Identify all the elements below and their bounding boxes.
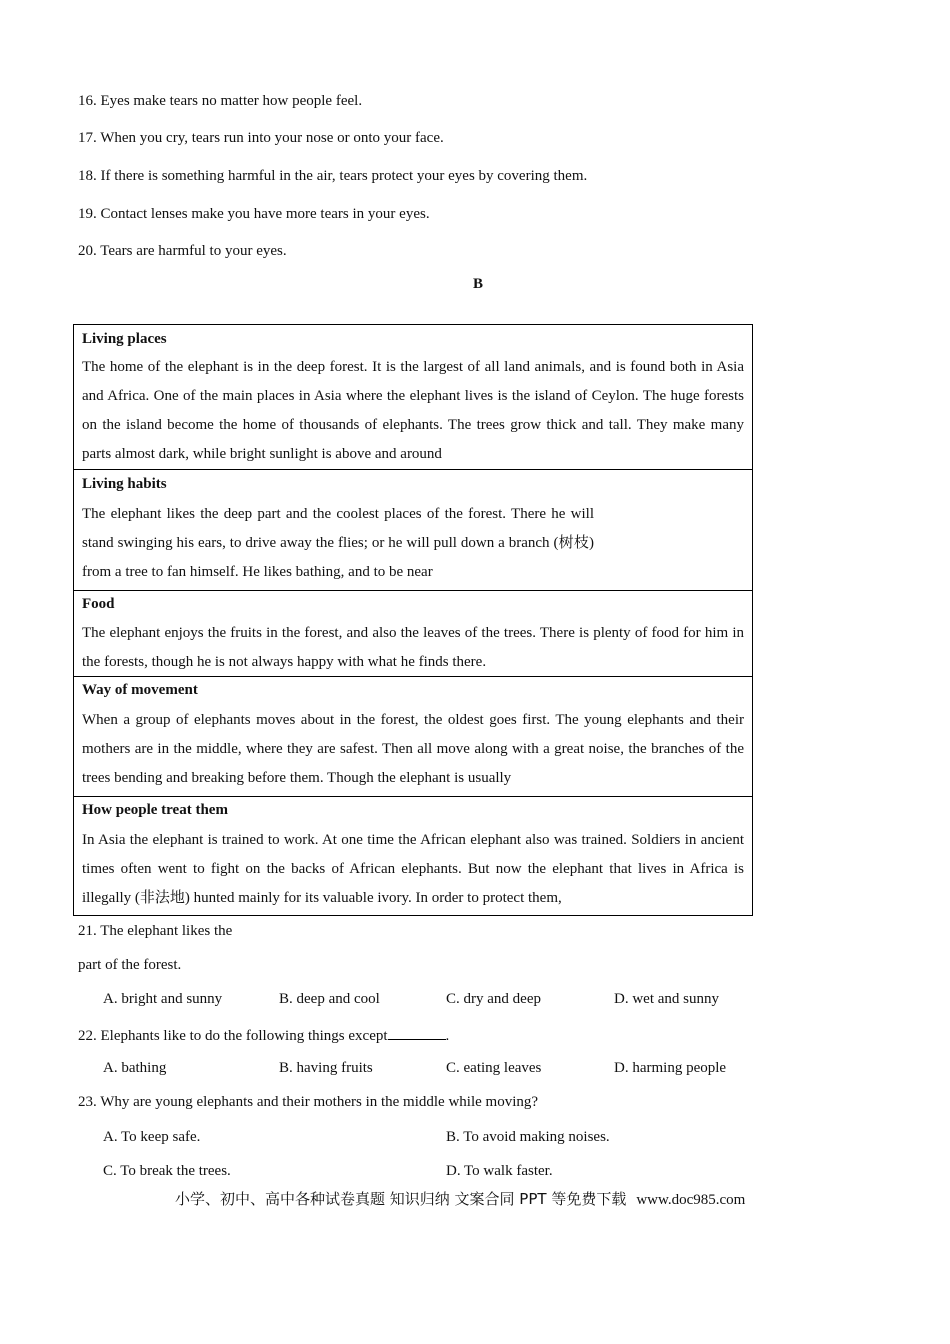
- q23-option-c: C. To break the trees.: [103, 1163, 231, 1179]
- q22-option-d: D. harming people: [614, 1060, 727, 1076]
- footer-text: 小学、初中、高中各种试卷真题 知识归纳 文案合同 PPT 等免费下载: [175, 1190, 627, 1208]
- footer-link[interactable]: www.doc985.com: [636, 1192, 746, 1208]
- answer-blank: [388, 1025, 446, 1040]
- table-row-living-habits: [74, 469, 752, 591]
- row-body: The elephant likes the deep part and the coolest places of the forest. There he will stand swinging his ears, to drive away the flies; or he will pull down a branch (树枝) from a tree to fan himself. He likes bathing, and to be near: [82, 506, 594, 580]
- statement-18: 18. If there is something harmful in the air, tears protect your eyes by covering them.: [78, 168, 588, 184]
- q23-option-b: B. To avoid making noises.: [446, 1129, 610, 1145]
- question-22-text: 22. Elephants like to do the following things except: [78, 1028, 388, 1044]
- row-title: How people treat them: [82, 802, 228, 818]
- question-22-end: .: [445, 1028, 450, 1044]
- page-footer: [175, 1188, 745, 1209]
- section-label: B: [472, 276, 483, 292]
- statement-19: 19. Contact lenses make you have more tears in your eyes.: [78, 206, 430, 222]
- statement-16: 16. Eyes make tears no matter how people feel.: [78, 93, 363, 109]
- q23-option-a: A. To keep safe.: [103, 1129, 201, 1145]
- table-row-food: [74, 590, 752, 677]
- q22-option-a: A. bathing: [103, 1060, 167, 1076]
- question-21: 21. The elephant likes the: [78, 923, 233, 939]
- table-row-living-places: [74, 325, 752, 469]
- question-21-continued: part of the forest.: [78, 957, 182, 973]
- row-body: The elephant enjoys the fruits in the forest, and also the leaves of the trees. There is plenty of food for him in the forests, though he is not always happy with what he finds there.: [82, 625, 744, 670]
- q21-option-c: C. dry and deep: [446, 991, 541, 1007]
- reading-table: [73, 324, 753, 916]
- q21-option-a: A. bright and sunny: [103, 991, 223, 1007]
- question-23: 23. Why are young elephants and their mothers in the middle while moving?: [78, 1094, 539, 1110]
- q23-option-d: D. To walk faster.: [446, 1163, 553, 1179]
- table-row-way-of-movement: [74, 676, 752, 797]
- question-22: [78, 1025, 449, 1045]
- row-body: When a group of elephants moves about in the forest, the oldest goes first. The young elephants and their mothers are in the middle, where they are safest. Then all move along with a great noise, the branches of the trees bending and breaking before them. Though the elephant is usually: [82, 712, 744, 786]
- row-body: The home of the elephant is in the deep forest. It is the largest of all land animals, and is found both in Asia and Africa. One of the main places in Asia where the elephant lives is the island of Ceylon. The huge forests on the island become the home of thousands of elephants. The trees grow thick and tall. They make many parts almost dark, while bright sunlight is above and around: [82, 359, 744, 462]
- q21-option-d: D. wet and sunny: [614, 991, 719, 1007]
- row-title: Food: [82, 596, 115, 612]
- row-title: Living places: [82, 331, 167, 347]
- row-title: Living habits: [82, 476, 167, 492]
- row-body: In Asia the elephant is trained to work. At one time the African elephant also was trained. Soldiers in ancient times often went to fight on the backs of African elephants. But now the elephant that lives in Africa is illegally (非法地) hunted mainly for its valuable ivory. In order to protect them,: [82, 832, 744, 906]
- q22-option-b: B. having fruits: [279, 1060, 373, 1076]
- statement-17: 17. When you cry, tears run into your nose or onto your face.: [78, 130, 444, 146]
- q22-option-c: C. eating leaves: [446, 1060, 542, 1076]
- row-title: Way of movement: [82, 682, 198, 698]
- table-row-how-people-treat-them: [74, 796, 752, 918]
- q21-option-b: B. deep and cool: [279, 991, 380, 1007]
- statement-20: 20. Tears are harmful to your eyes.: [78, 243, 287, 259]
